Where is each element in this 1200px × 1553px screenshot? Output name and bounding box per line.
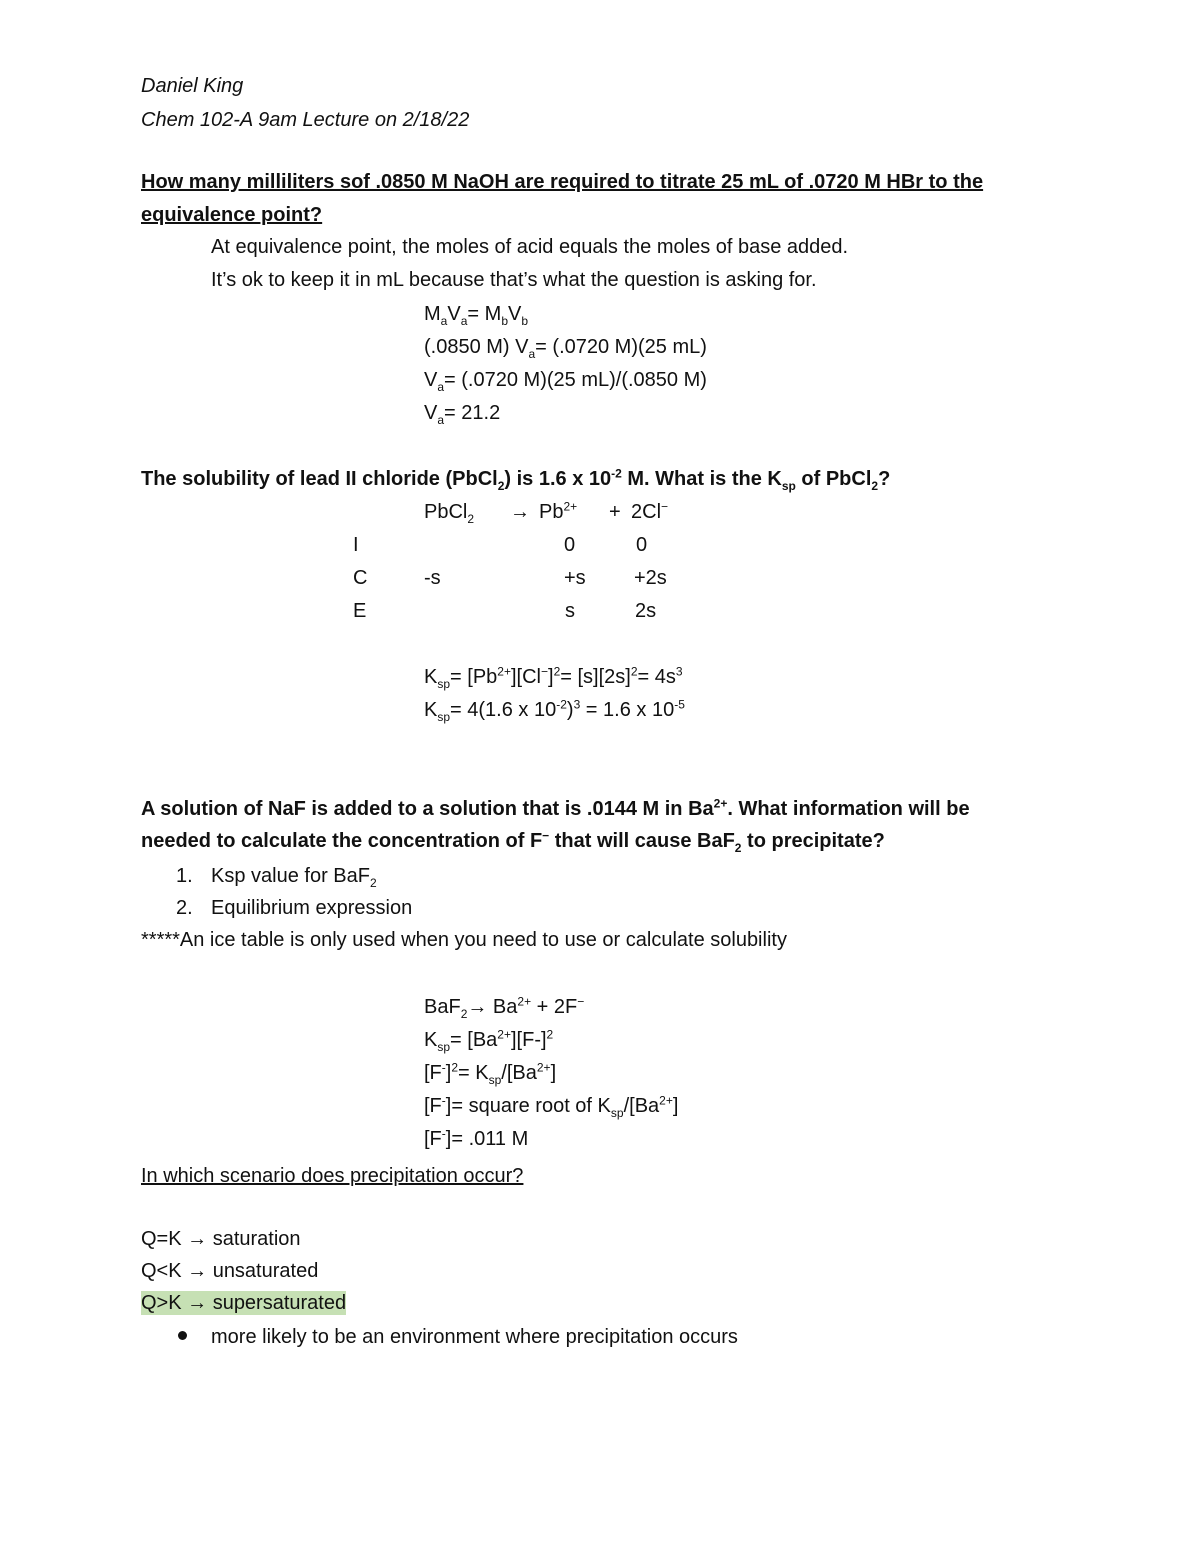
course-line: Chem 102-A 9am Lecture on 2/18/22 xyxy=(141,109,470,131)
list-item: Ksp value for BaF$_2$ xyxy=(211,865,377,890)
q1-equation-3: $V_a= (.0720$ M)(25 mL)/(.0850 M) xyxy=(424,369,707,394)
ice-cell-product2: +2s xyxy=(634,567,667,589)
q1-note-1: At equivalence point, the moles of acid equals the moles of base added. xyxy=(211,236,849,258)
q3-equation-a: $BaF_2\to Ba^{2+} + 2F^-$ xyxy=(424,994,585,1021)
ice-cell-product1: s xyxy=(565,600,575,622)
q3-equation-b: $K_{sp}= [Ba^{2+}][F-]^2$ xyxy=(424,1027,554,1054)
q4-line-unsaturated: Q<K → unsaturated xyxy=(141,1260,319,1282)
list-item: Equilibrium expression xyxy=(211,897,413,919)
q2-question: The solubility of lead II chloride (PbCl$_2$) is 1.6 x $10^{-2}$ M. What is the $K_{sp}$ of PbCl$_2$? xyxy=(141,466,891,493)
ice-cell-product2: 0 xyxy=(636,534,648,556)
q3-question-line1: A solution of NaF is added to a solution that is .0144 M in $Ba^{2+}$. What information will be xyxy=(141,796,970,820)
ice-cell-product1: +s xyxy=(564,567,586,589)
q4-line-supersaturated-highlight: Q>K → supersaturated xyxy=(141,1292,347,1314)
q1-question-line2: equivalence point? xyxy=(141,204,323,226)
q1-note-2: It’s ok to keep it in mL because that’s what the question is asking for. xyxy=(211,269,817,291)
q2-plus: + xyxy=(609,501,621,523)
q1-equation-2: (.0850 M) $V_a= (.0720$ M)(25 mL) xyxy=(424,336,707,361)
ice-row-label: I xyxy=(353,534,359,556)
q2-product-cl: 2Cl− xyxy=(631,499,669,523)
ice-row-label: E xyxy=(353,600,367,622)
q3-equation-c: $[F^-]^2= K_{sp}/[Ba^{2+}]$ xyxy=(424,1060,557,1087)
ice-cell-product2: 2s xyxy=(635,600,657,622)
q4-question: In which scenario does precipitation occur? xyxy=(141,1165,524,1187)
q2-reactant: PbCl$_2$ xyxy=(424,501,475,526)
q1-question-line1: How many milliliters sof .0850 M NaOH are required to titrate 25 mL of .0720 M HBr to the xyxy=(141,171,984,193)
q2-product-pb: $Pb^{2+}$ xyxy=(539,499,578,523)
list-number: 1. xyxy=(176,865,193,887)
ice-row-label: C xyxy=(353,567,368,589)
author-name: Daniel King xyxy=(141,75,244,97)
q3-note: *****An ice table is only used when you need to use or calculate solubility xyxy=(141,929,787,951)
q2-arrow: → xyxy=(510,501,530,523)
q2-ksp-expression: $K_{sp}= [Pb^{2+}][Cl^-]^2= [s][2s]^2= 4s^3$ xyxy=(424,664,683,691)
q1-equation-4: $V_a= 21.2$ xyxy=(424,402,501,427)
q3-question-line2: needed to calculate the concentration of F− that will cause BaF$_2$ to precipitate? xyxy=(141,828,885,855)
q3-equation-d: [F-]= square root of $K_{sp}/[Ba^{2+}]$ xyxy=(424,1093,679,1120)
list-number: 2. xyxy=(176,897,193,919)
q4-line-saturation: Q=K → saturation xyxy=(141,1228,301,1250)
q3-equation-e: [F-]= .011 M xyxy=(424,1126,529,1150)
q2-ksp-value: $K_{sp}= 4(1.6$ x $10^{-2})^3 = 1.6$ x $10^{-5}$ xyxy=(424,697,685,724)
bullet-icon xyxy=(178,1331,187,1340)
q1-equation-1: $M_aV_a= M_bV_b$ xyxy=(424,303,529,328)
ice-cell-reactant: -s xyxy=(424,567,441,589)
ice-cell-product1: 0 xyxy=(564,534,576,556)
q4-bullet-text: more likely to be an environment where precipitation occurs xyxy=(211,1326,738,1348)
